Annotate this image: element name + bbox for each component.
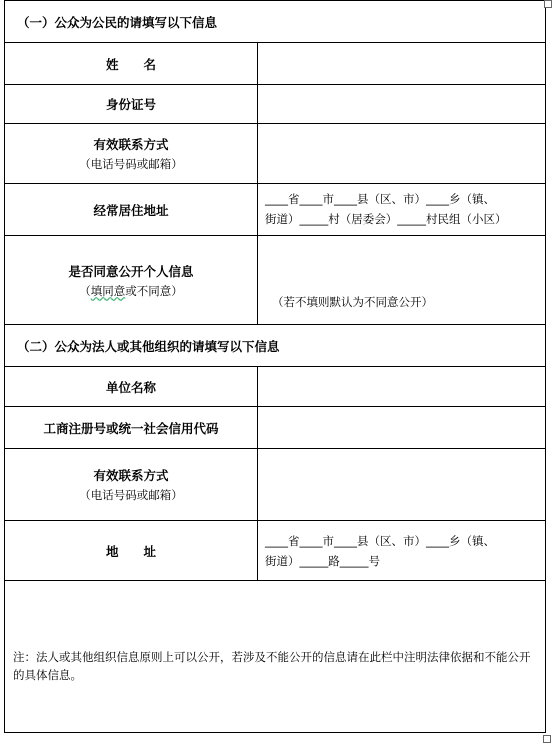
address-row [4,184,546,236]
id-row [4,85,546,124]
consent-label: 是否同意公开个人信息 [68,263,194,279]
name-label: 姓 名 [105,56,156,72]
org-contact-field[interactable] [258,449,545,520]
org-address-label-cell [5,521,258,580]
consent-label-cell [5,236,258,324]
consent-sub-suffix: 或不同意） [125,283,183,298]
org-address-label: 地 址 [105,543,156,559]
org-row [4,367,546,407]
consent-sub-wavy: 填同意 [90,283,126,298]
note-row [4,581,546,733]
address-label: 经常居住地址 [93,202,169,218]
name-field[interactable] [258,43,545,84]
org-address-field[interactable] [258,521,545,580]
name-label-cell [5,43,258,84]
contact-label: 有效联系方式 [93,137,169,152]
org-label-cell [5,367,258,406]
reg-row [4,407,546,449]
consent-default-note: （若不填则默认为不同意公开） [272,295,433,309]
consent-row [4,236,546,325]
reg-label: 工商注册号或统一社会信用代码 [43,420,219,436]
address-field[interactable] [258,184,545,235]
section1-title: （一）公众为公民的请填写以下信息 [17,14,218,30]
contact-row [4,124,546,184]
org-address-line-2: 街道）_____路_____号 [265,554,380,568]
address-label-cell [5,184,258,235]
note-text: 注：法人或其他组织信息原则上可以公开，若涉及不能公开的信息请在此栏中注明法律依据和不能公开的具体信息。 [13,650,531,682]
reg-label-cell [5,407,258,448]
org-address-line-1: ____省____市____县（区、市）____乡（镇、 [265,534,495,548]
org-contact-label-cell [5,449,258,520]
id-label-cell [5,85,258,123]
name-row [4,43,546,85]
consent-sub-prefix: （ [79,283,91,298]
contact-field[interactable] [258,124,545,183]
reg-field[interactable] [258,407,545,448]
info-form [4,0,546,733]
id-field[interactable] [258,85,545,123]
consent-sub-label [79,283,183,299]
corner-resize-handle [544,0,552,8]
address-line-1: ____省____市____县（区、市）____乡（镇、 [265,192,495,206]
contact-sub-label: （电话号码或邮箱） [79,157,183,171]
org-address-row [4,521,546,581]
corner-resize-handle [543,735,551,743]
address-line-2: 街道）_____村（居委会）_____村民组（小区） [265,212,507,226]
consent-field[interactable] [258,236,545,324]
org-contact-row [4,449,546,521]
org-label: 单位名称 [105,379,156,395]
org-contact-sub-label: （电话号码或邮箱） [79,488,183,502]
section2-header [4,325,546,367]
section2-title: （二）公众为法人或其他组织的请填写以下信息 [17,338,280,354]
contact-label-cell [5,124,258,183]
section1-header [4,0,546,43]
id-label: 身份证号 [105,97,156,112]
org-field[interactable] [258,367,545,406]
org-contact-label: 有效联系方式 [93,468,169,483]
